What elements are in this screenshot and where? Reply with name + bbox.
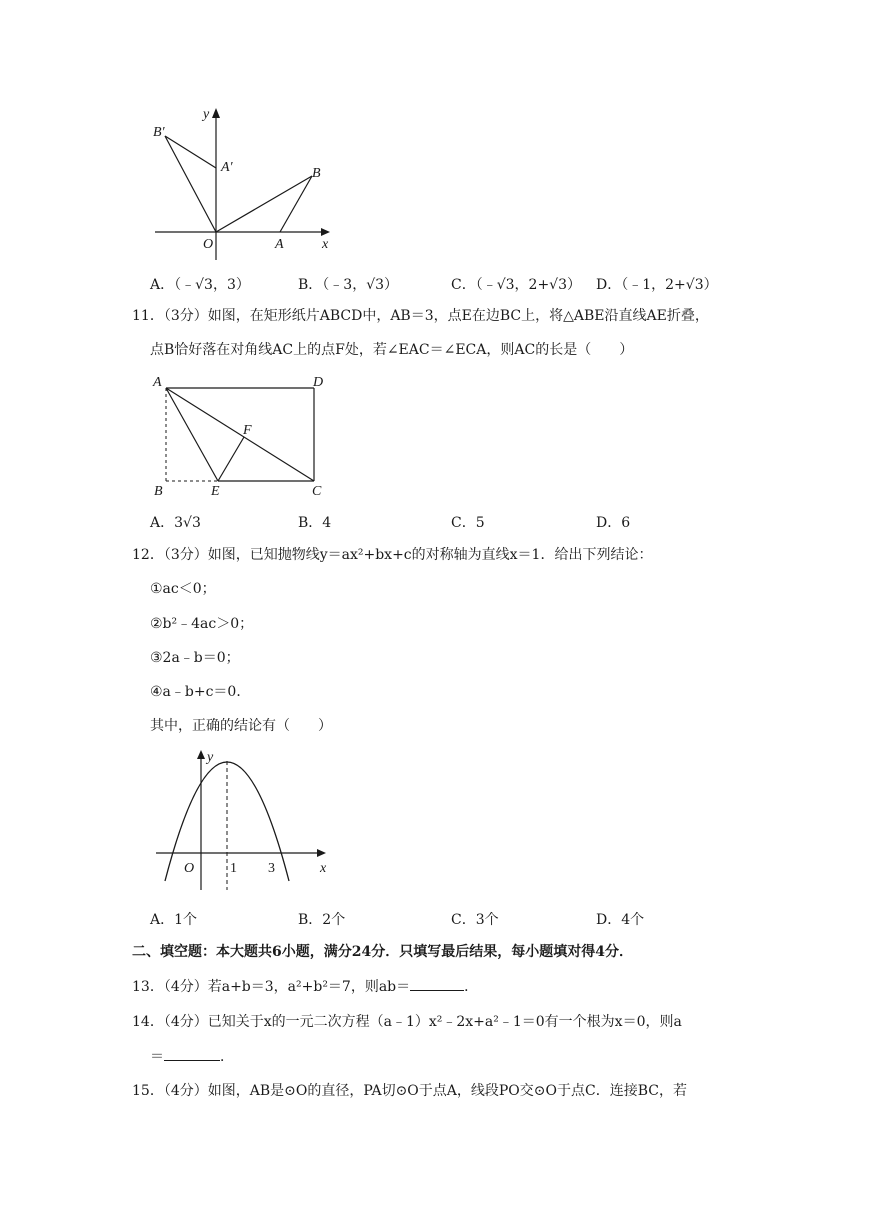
diagonal-ac	[166, 388, 314, 481]
label-x: x	[322, 237, 329, 252]
q12-question: 其中，正确的结论有（ ）	[150, 718, 332, 734]
q14-end: ．	[220, 1049, 234, 1065]
q10-coordinate-figure	[145, 100, 345, 265]
q12-parabola-figure	[150, 745, 340, 895]
q11-option-c: C．5	[451, 515, 485, 531]
q12-option-a: A．1个	[150, 912, 198, 928]
q14-equals: ＝	[150, 1049, 164, 1065]
y-axis-arrow	[212, 108, 220, 118]
x-axis-arrow	[317, 849, 326, 857]
q10-option-d: D．（﹣1，2+√3）	[596, 277, 718, 293]
q10-option-c: C．（﹣√3，2+√3）	[451, 277, 582, 293]
q10-option-a: A．（﹣√3，3）	[150, 277, 250, 293]
q12-option-b: B．2个	[298, 912, 346, 928]
q11-option-b: B．4	[298, 515, 332, 531]
label-y: y	[203, 107, 210, 122]
segment-ef	[218, 437, 244, 481]
q12-conclusion-4: ④a﹣b+c＝0．	[150, 684, 251, 700]
q14-stem-line2	[150, 1046, 234, 1067]
q13-end: ．	[464, 979, 479, 995]
q12-option-c: C．3个	[451, 912, 499, 928]
segment-ob	[216, 176, 312, 232]
y-axis-arrow	[197, 750, 205, 759]
q15-stem-line1: 15．（4分）如图，AB是⊙O的直径，PA切⊙O于点A，线段PO交⊙O于点C．连接BC，若	[132, 1083, 687, 1099]
section-heading: 二、填空题：本大题共6小题，满分24分．只填写最后结果，每小题填对得4分．	[132, 944, 633, 960]
label-tick-1: 1	[230, 861, 237, 876]
label-f: F	[243, 423, 252, 438]
label-a: A	[275, 237, 284, 252]
q11-stem-line2: 点B恰好落在对角线AC上的点F处，若∠EAC＝∠ECA，则AC的长是（ ）	[150, 342, 634, 358]
segment-ae	[166, 388, 218, 481]
label-x: x	[320, 861, 327, 876]
q12-conclusion-2: ②b²﹣4ac＞0；	[150, 616, 254, 632]
label-b: B	[312, 166, 321, 181]
label-o: O	[184, 861, 195, 876]
label-a: A	[153, 375, 162, 390]
label-y: y	[207, 750, 214, 765]
q12-conclusion-1: ①ac＜0；	[150, 581, 216, 597]
q11-stem-line1: 11．（3分）如图，在矩形纸片ABCD中，AB＝3，点E在边BC上，将△ABE沿直线AE折叠，	[132, 308, 709, 324]
q13-answer-blank[interactable]	[410, 976, 464, 991]
label-b: B	[154, 484, 163, 499]
segment-a-prime-b-prime	[165, 136, 216, 168]
q11-option-d: D．6	[596, 515, 631, 531]
x-axis-arrow	[321, 228, 330, 236]
q12-stem: 12．（3分）如图，已知抛物线y＝ax²+bx+c的对称轴为直线x＝1．给出下列结论：	[132, 547, 653, 563]
label-b-prime: B′	[153, 125, 165, 140]
segment-ab	[280, 176, 312, 232]
label-tick-3: 3	[268, 861, 275, 876]
q13-text: 13．（4分）若a+b＝3，a²+b²＝7，则ab＝	[132, 979, 411, 995]
q10-option-b: B．（﹣3，√3）	[298, 277, 399, 293]
label-e: E	[211, 484, 220, 499]
q14-stem-line1: 14．（4分）已知关于x的一元二次方程（a﹣1）x²﹣2x+a²﹣1＝0有一个根为x＝0，则a	[132, 1014, 682, 1030]
label-d: D	[313, 375, 324, 390]
q12-option-d: D．4个	[596, 912, 645, 928]
q12-conclusion-3: ③2a﹣b＝0；	[150, 650, 240, 666]
segment-ob-prime	[165, 136, 216, 232]
label-c: C	[312, 484, 322, 499]
q11-option-a: A．3√3	[150, 515, 201, 531]
q13-stem	[132, 976, 478, 997]
label-a-prime: A′	[221, 160, 233, 175]
q14-answer-blank[interactable]	[164, 1046, 220, 1061]
label-o: O	[203, 237, 214, 252]
q11-rectangle-figure	[148, 368, 348, 503]
